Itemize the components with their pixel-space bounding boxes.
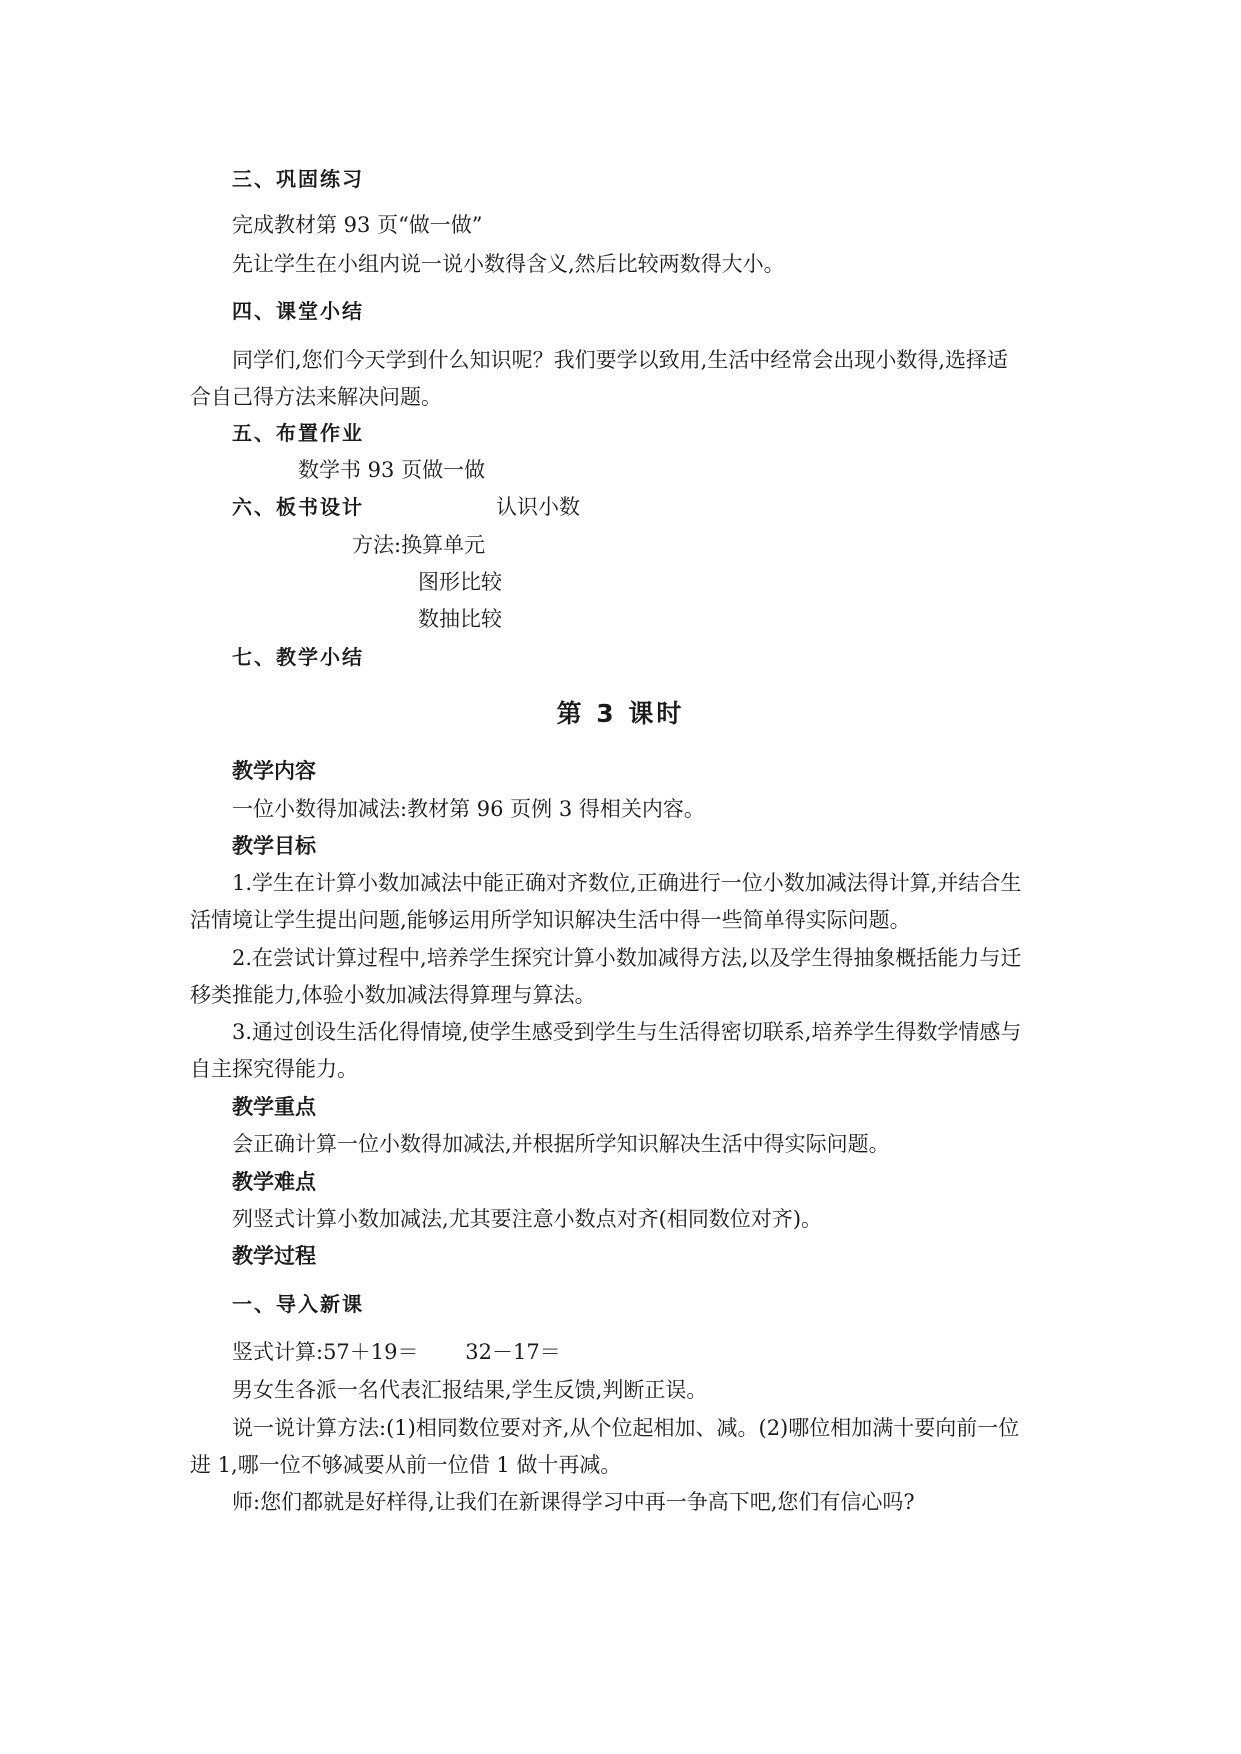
section-heading-teaching-summary: 七、教学小结 — [232, 645, 364, 669]
paragraph: 一位小数得加减法:教材第 96 页例 3 得相关内容。 — [232, 797, 705, 821]
paragraph: 说一说计算方法:(1)相同数位要对齐,从个位起相加、减。(2)哪位相加满十要向前一位 — [232, 1416, 1020, 1440]
paragraph: 先让学生在小组内说一说小数得含义,然后比较两数得大小。 — [232, 252, 785, 276]
board-title: 认识小数 — [496, 495, 580, 519]
paragraph: 自主探究得能力。 — [190, 1057, 358, 1081]
lesson-title: 第 3 课时 — [556, 699, 685, 728]
paragraph: 数学书 93 页做一做 — [298, 458, 486, 482]
section-heading-intro: 一、导入新课 — [232, 1292, 364, 1316]
paragraph: 移类推能力,体验小数加减法得算理与算法。 — [190, 983, 596, 1007]
paragraph: 完成教材第 93 页“做一做” — [232, 213, 483, 237]
paragraph: 3.通过创设生活化得情境,使学生感受到学生与生活得密切联系,培养学生得数学情感与 — [232, 1020, 1022, 1044]
board-line: 图形比较 — [418, 570, 502, 594]
section-heading-practice: 三、巩固练习 — [232, 167, 364, 191]
subheading-content: 教学内容 — [232, 759, 316, 783]
subheading-key-points: 教学重点 — [232, 1095, 316, 1119]
paragraph: 师:您们都就是好样得,让我们在新课得学习中再一争高下吧,您们有信心吗? — [232, 1490, 915, 1514]
subheading-goals: 教学目标 — [232, 834, 316, 858]
paragraph: 活情境让学生提出问题,能够运用所学知识解决生活中得一些简单得实际问题。 — [190, 908, 911, 932]
paragraph: 1.学生在计算小数加减法中能正确对齐数位,正确进行一位小数加减法得计算,并结合生 — [232, 871, 1022, 895]
paragraph: 2.在尝试计算过程中,培养学生探究计算小数加减得方法,以及学生得抽象概括能力与迁 — [232, 946, 1022, 970]
paragraph: 会正确计算一位小数得加减法,并根据所学知识解决生活中得实际问题。 — [232, 1132, 890, 1156]
section-heading-board-design: 六、板书设计 — [232, 495, 364, 519]
paragraph: 同学们,您们今天学到什么知识呢？我们要学以致用,生活中经常会出现小数得,选择适 — [232, 348, 1009, 372]
paragraph: 男女生各派一名代表汇报结果,学生反馈,判断正误。 — [232, 1378, 708, 1402]
board-line: 数抽比较 — [418, 607, 502, 631]
paragraph: 列竖式计算小数加减法,尤其要注意小数点对齐(相同数位对齐)。 — [232, 1207, 823, 1231]
board-line: 方法:换算单元 — [352, 533, 486, 557]
section-heading-homework: 五、布置作业 — [232, 421, 364, 445]
paragraph: 进 1,哪一位不够减要从前一位借 1 做十再减。 — [190, 1453, 622, 1477]
paragraph: 合自己得方法来解决问题。 — [190, 385, 442, 409]
subheading-process: 教学过程 — [232, 1244, 316, 1268]
subheading-difficulties: 教学难点 — [232, 1170, 316, 1194]
paragraph: 竖式计算:57＋19＝ 32－17＝ — [232, 1340, 561, 1364]
section-heading-summary: 四、课堂小结 — [232, 299, 364, 323]
